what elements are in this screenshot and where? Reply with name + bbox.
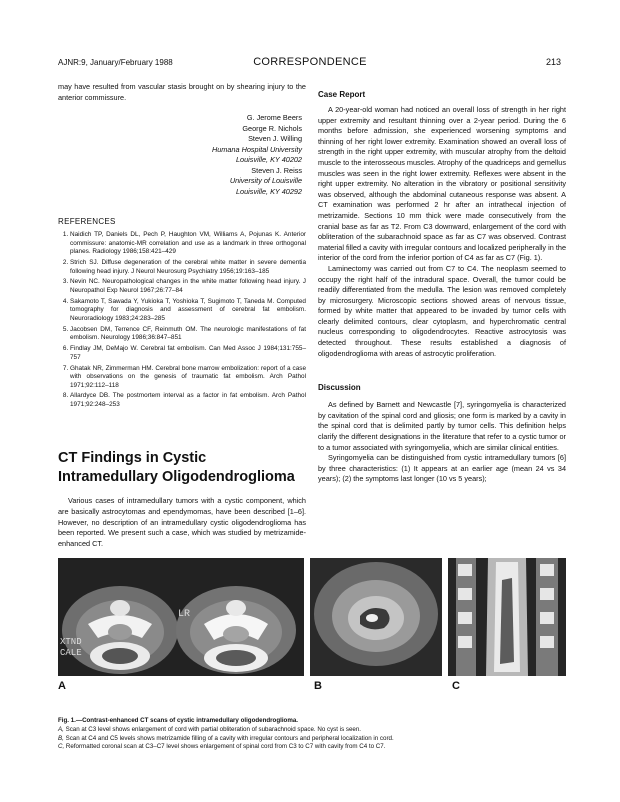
figure-label-b: B (314, 680, 322, 692)
running-header-journal: AJNR:9, January/February 1988 (58, 58, 173, 67)
article-title: CT Findings in Cystic Intramedullary Oligodendroglioma (58, 450, 295, 486)
continued-text: may have resulted from vascular stasis brought on by shearing injury to the anterior commissure. (58, 82, 306, 102)
caption-b: Scan at C4 and C5 levels shows metrizamide filling of a cavity with irregular contours and peripheral localization in cord. (63, 734, 394, 742)
signature-line: George R. Nichols (242, 123, 302, 133)
figure-caption (58, 717, 568, 752)
case-report-heading: Case Report (318, 90, 366, 99)
caption-c-letter: C, (58, 743, 65, 751)
reference-item: 8. Allardyce DB. The postmortem interval as a factor in fat embolism. Arch Pathol 1971;92:248–253 (70, 392, 306, 409)
reference-item: 4. Sakamoto T, Sawada Y, Yukioka T, Yoshioka T, Sugimoto T, Taneda M. Computed tomography for diagnosis and assessment of cerebral fat embolism. Neuroradiology 1983;24:283–285 (70, 298, 306, 324)
caption-c: Reformatted coronal scan at C3–C7 level shows enlargement of spinal cord from C3 to C7 with cavity from C4 to C7. (64, 743, 386, 751)
caption-a-letter: A, (58, 725, 64, 733)
reference-item: 2. Strich SJ. Diffuse degeneration of the cerebral white matter in severe dementia following head injury. J Neurol Neurosurg Psychiatry 1956;19:163–185 (70, 259, 306, 276)
references-heading: REFERENCES (58, 217, 116, 227)
running-header-section: CORRESPONDENCE (253, 56, 367, 68)
figure-label-a: A (58, 680, 66, 692)
case-paragraph-1: A 20-year-old woman had noticed an overall loss of strength in her right upper extremity and resultant thinning over a 2-year period. During the 6 months before admission, she experienced worsening symptoms and thinning of her right lower extremity. Examination showed an overall loss of strength in the right upper extremity, with muscular atrophy from the deltoid muscle to the interosseous muscles. Atrophy of the quadriceps and gemellus muscles was seen in the right lower extremity. Reflexes were absent in the right upper extremity. No alteration in the vibratory or positional sensitivity was observed, although the abdominal cutaneous response was absent. A CT examination was performed 2 hr after an intrathecal injection of metrizamide. Sections 10 mm thick were made consecutively from the cranial base as far as T2. From C3 downward, enlargement of the cord with obliteration of the subarachnoid space as far as C7 was observed. Contrast material filled a cavity with irregular contours and localized peripherally in the interior of the cord from the inferior portion of C4 as far as C7 (Fig. 1). (318, 105, 566, 263)
reference-item: 7. Ghatak NR, Zimmerman HM. Cerebral bone marrow embolization: report of a case with observations on the genesis of traumatic fat embolism. Arch Pathol 1971;92:112–118 (70, 365, 306, 391)
ct-scan-b (310, 558, 442, 676)
figure-label-c: C (452, 680, 460, 692)
ct-scan-c (448, 558, 566, 676)
reference-item: 6. Findlay JM, DeMajo W. Cerebral fat embolism. Can Med Assoc J 1984;131:755–757 (70, 345, 306, 362)
right-column (318, 82, 566, 485)
intro-paragraph: Various cases of intramedullary tumors with a cystic component, which are basically astrocytomas and ependymomas, have been described [1–6]. However, no description of an intramedullary cystic oligodendroglioma has been reported. We present such a case, which was studied by metrizamide-enhanced CT. (58, 496, 306, 548)
signature-line: Steven J. Reiss (251, 165, 302, 175)
caption-a: Scan at C3 level shows enlargement of cord with partial obliteration of subarachnoid space. No cyst is seen. (63, 725, 362, 733)
figure-panels (58, 558, 566, 676)
reference-list (58, 231, 306, 409)
caption-title: Fig. 1.—Contrast-enhanced CT scans of cystic intramedullary oligodendroglioma. (58, 717, 298, 724)
discussion-paragraph-2: Syringomyelia can be distinguished from cystic intramedullary tumors [6] by three characteristics: (1) It appears at an earlier age (mean 24 vs 34 years); (2) the symptoms last longer (10 vs 5 years); (318, 453, 566, 484)
scan-label-xtnd: XTND (60, 637, 82, 647)
author-signature (58, 113, 306, 197)
case-paragraph-2: Laminectomy was carried out from C7 to C4. The neoplasm seemed to occupy the right half of the intradural space. Overall, the tumor could be readily differentiated from the medulla. The lesion was removed completely by microsurgery. Microscopic sections showed areas of nervous tissue, formed by white matter that appeared to be invaded by tumor cells with clearly delimited contours, clear cytoplasm, and hyperchromatic central nucleus corresponding to oligodendrocytes. Reactive astrocytosis was detected throughout. These results established a diagnosis of oligodendroglioma with areas of astrocytic proliferation. (318, 263, 566, 358)
scan-label-lr: LR (178, 609, 191, 620)
caption-b-letter: B, (58, 734, 64, 742)
signature-line: Louisville, KY 40292 (236, 186, 302, 196)
ct-scan-a (58, 558, 304, 676)
signature-line: Steven J. Willing (248, 134, 302, 144)
discussion-paragraph-1: As defined by Barnett and Newcastle [7], syringomyelia is characterized by cavitation of the spinal cord and gliosis; one form is marked by a cavity in the spinal cord that is delimited partly by tumor cells. This definition helps clarify the different designations in the literature that refer to a cystic tumor or to a tumor associated with syringomyelia, which are similar clinical entities. (318, 400, 566, 452)
reference-item: 1. Naidich TP, Daniels DL, Pech P, Haughton VM, Williams A, Pojunas K. Anterior commissure: anatomic-MR correlation and use as a landmark in three orthogonal planes. Radiology 1986;158:421–429 (70, 231, 306, 257)
scan-label-cale: CALE (60, 648, 82, 658)
discussion-heading: Discussion (318, 383, 361, 393)
reference-item: 3. Nevin NC. Neuropathological changes in the white matter following head injury. J Neuropathol Exp Neurol 1967;26:77–84 (70, 278, 306, 295)
signature-line: University of Louisville (229, 176, 302, 186)
signature-line: Louisville, KY 40202 (236, 155, 302, 165)
reference-item: 5. Jacobsen DM, Terrence CF, Reinmuth OM. The neurologic manifestations of fat embolism. Neurology 1986;36:847–851 (70, 326, 306, 343)
signature-line: Humana Hospital University (211, 144, 302, 154)
left-column (58, 82, 306, 549)
signature-line: G. Jerome Beers (246, 113, 302, 123)
page-number: 213 (546, 57, 562, 67)
